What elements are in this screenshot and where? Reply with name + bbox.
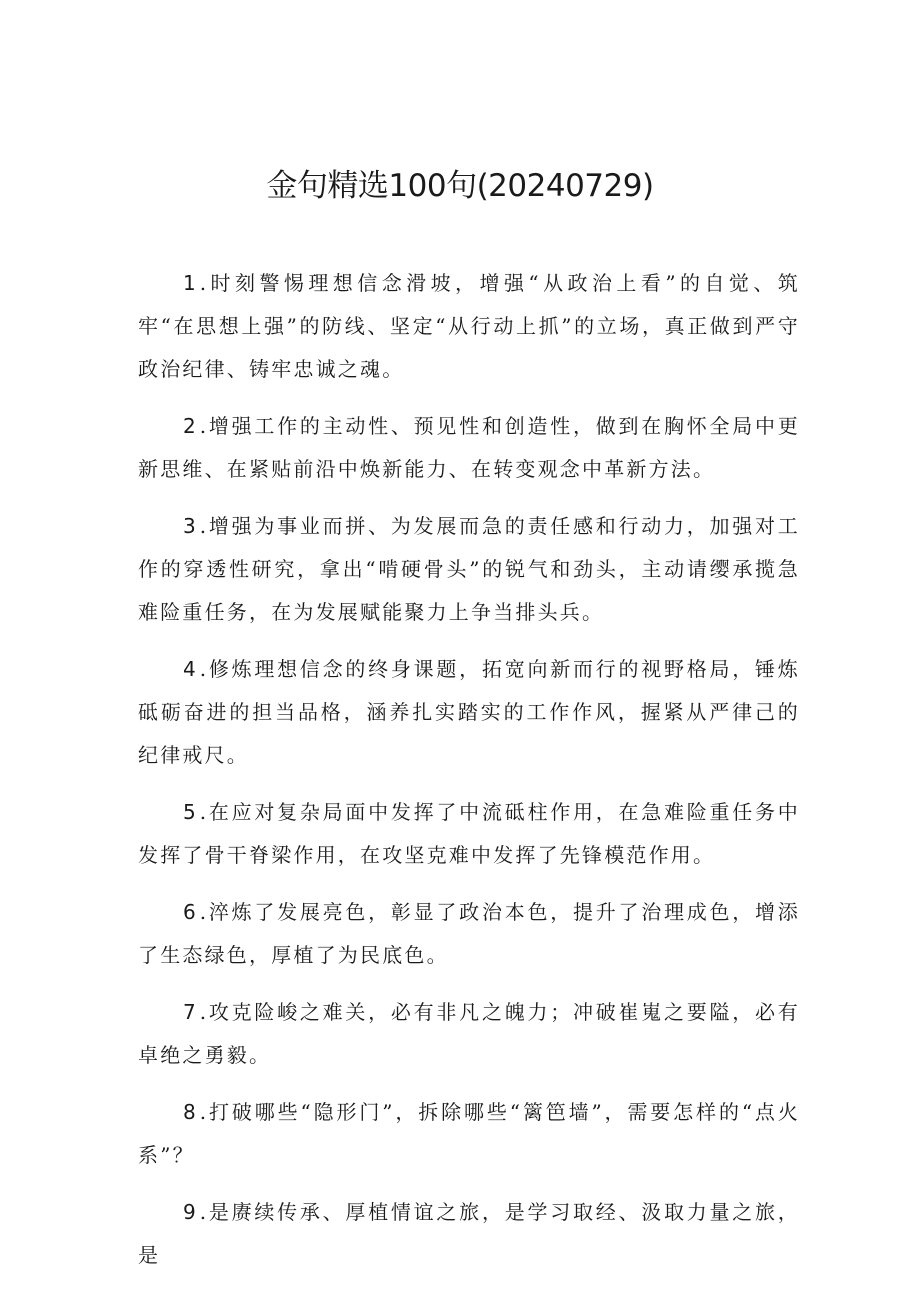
- item-number: 5: [183, 800, 196, 824]
- document-title: 金句精选100句(20240729): [266, 168, 654, 204]
- item-text: .增强工作的主动性、预见性和创造性，做到在胸怀全局中更新思维、在紧贴前沿中焕新能力、在转变观念中革新方法。: [138, 414, 800, 481]
- item-text: .时刻警惕理想信念滑坡，增强“从政治上看”的自觉、筑牢“在思想上强”的防线、坚定“从行动上抓”的立场，真正做到严守政治纪律、铸牢忠诚之魂。: [138, 271, 800, 381]
- list-item: [138, 991, 800, 1077]
- item-text: .修炼理想信念的终身课题，拓宽向新而行的视野格局，锤炼砥砺奋进的担当品格，涵养扎实踏实的工作作风，握紧从严律己的纪律戒尺。: [138, 657, 800, 767]
- item-number: 2: [183, 414, 196, 438]
- item-number: 6: [183, 900, 196, 924]
- list-item: [138, 405, 800, 491]
- list-item: [138, 791, 800, 877]
- item-number: 8: [183, 1100, 196, 1124]
- list-item: [138, 1091, 800, 1177]
- document-body: [138, 262, 800, 1291]
- list-item: [138, 648, 800, 777]
- list-item: [138, 1191, 800, 1277]
- item-text: .攻克险峻之难关，必有非凡之魄力；冲破崔嵬之要隘，必有卓绝之勇毅。: [138, 1000, 800, 1067]
- list-item: [138, 505, 800, 634]
- item-number: 3: [183, 514, 196, 538]
- item-number: 4: [183, 657, 196, 681]
- list-item: [138, 891, 800, 977]
- item-number: 9: [183, 1200, 196, 1224]
- item-text: .是赓续传承、厚植情谊之旅，是学习取经、汲取力量之旅，是: [138, 1200, 800, 1267]
- item-text: .淬炼了发展亮色，彰显了政治本色，提升了治理成色，增添了生态绿色，厚植了为民底色。: [138, 900, 800, 967]
- list-item: [138, 262, 800, 391]
- item-text: .增强为事业而拼、为发展而急的责任感和行动力，加强对工作的穿透性研究，拿出“啃硬骨头”的锐气和劲头，主动请缨承揽急难险重任务，在为发展赋能聚力上争当排头兵。: [138, 514, 800, 624]
- item-text: .在应对复杂局面中发挥了中流砥柱作用，在急难险重任务中发挥了骨干脊梁作用，在攻坚克难中发挥了先锋模范作用。: [138, 800, 800, 867]
- item-number: 7: [183, 1000, 196, 1024]
- item-text: .打破哪些“隐形门”，拆除哪些“篱笆墙”，需要怎样的“点火系”？: [138, 1100, 800, 1167]
- item-number: 1: [183, 271, 196, 295]
